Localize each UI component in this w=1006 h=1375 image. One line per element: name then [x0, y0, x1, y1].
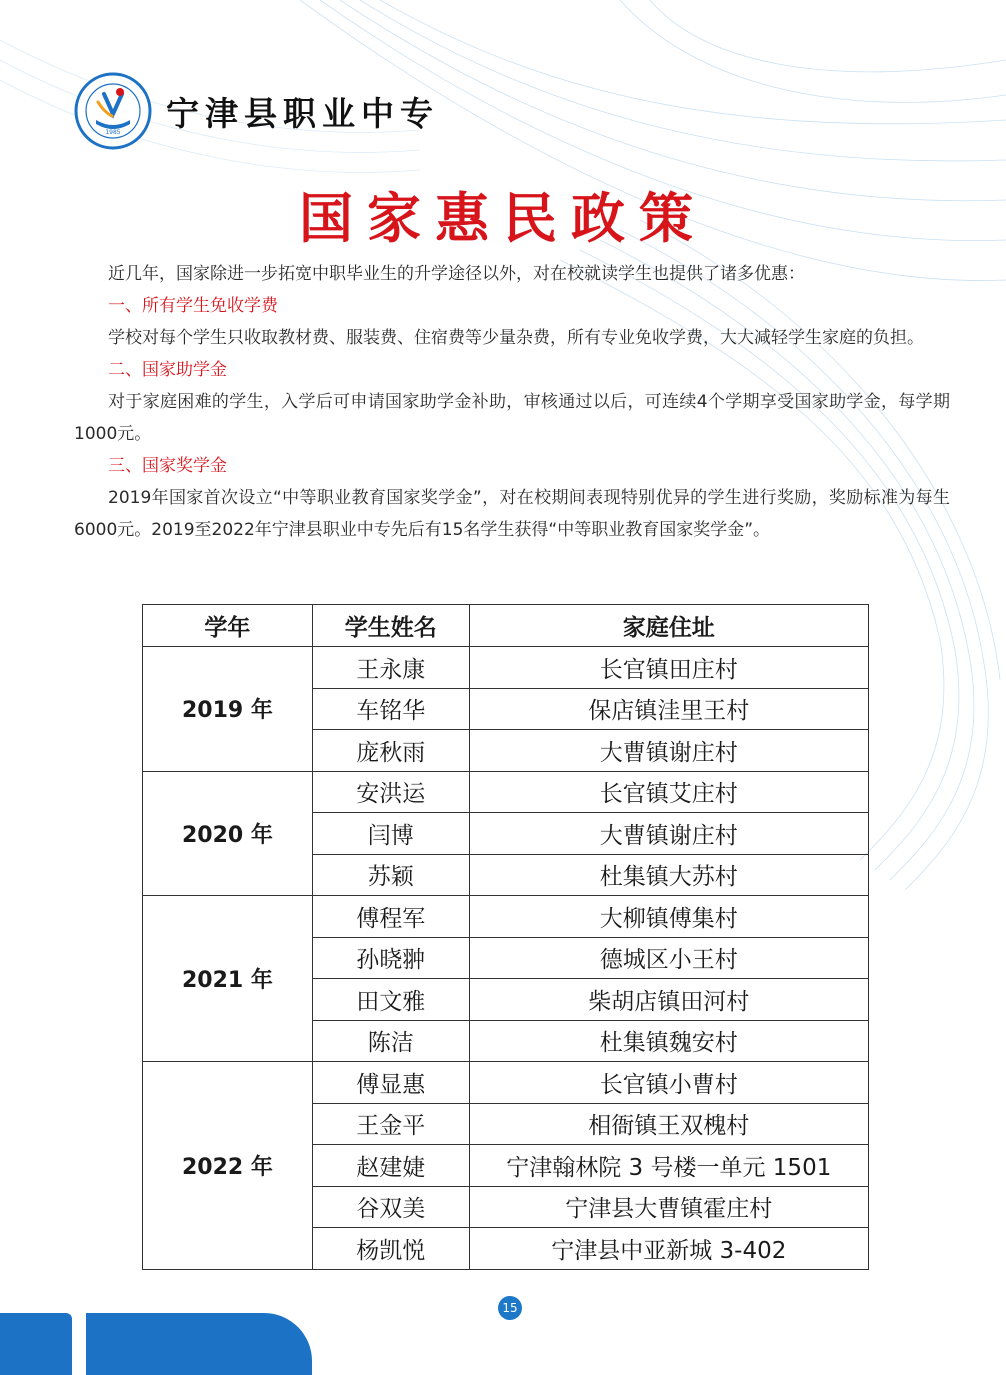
year-cell: 2019 年	[143, 647, 313, 772]
table-row	[143, 1062, 869, 1104]
intro-paragraph: 近几年，国家除进一步拓宽中职毕业生的升学途径以外，对在校就读学生也提供了诸多优惠：	[108, 264, 805, 284]
address-cell: 长官镇田庄村	[469, 647, 868, 689]
section-body: 对于家庭困难的学生，入学后可申请国家助学金补助，审核通过以后，可连续4个学期享受国家助学金，每学期1000元。	[74, 392, 950, 444]
section-body: 2019年国家首次设立“中等职业教育国家奖学金”，对在校期间表现特别优异的学生进行奖励，奖励标准为每生6000元。2019至2022年宁津县职业中专先后有15名学生获得“中等职业教育国家奖学金”。	[74, 488, 950, 540]
table-row	[143, 771, 869, 813]
year-cell: 2021 年	[143, 896, 313, 1062]
address-cell: 杜集镇魏安村	[469, 1020, 868, 1062]
address-cell: 相衙镇王双槐村	[469, 1103, 868, 1145]
address-cell: 大柳镇傅集村	[469, 896, 868, 938]
student-name-cell: 王金平	[312, 1103, 469, 1145]
student-name-cell: 傅显惠	[312, 1062, 469, 1104]
address-cell: 宁津翰林院 3 号楼一单元 1501	[469, 1145, 868, 1187]
address-cell: 柴胡店镇田河村	[469, 979, 868, 1021]
address-cell: 大曹镇谢庄村	[469, 813, 868, 855]
address-cell: 大曹镇谢庄村	[469, 730, 868, 772]
footer-decoration-bar	[0, 1313, 72, 1375]
student-name-cell: 苏颖	[312, 854, 469, 896]
scholarship-table	[142, 604, 869, 1270]
address-cell: 长官镇艾庄村	[469, 771, 868, 813]
section-heading: 一、所有学生免收学费	[108, 296, 278, 316]
header-year: 学年	[143, 605, 313, 647]
footer-decoration-tab	[86, 1313, 312, 1375]
student-name-cell: 庞秋雨	[312, 730, 469, 772]
address-cell: 宁津县大曹镇霍庄村	[469, 1186, 868, 1228]
student-name-cell: 田文雅	[312, 979, 469, 1021]
header-name: 学生姓名	[312, 605, 469, 647]
student-name-cell: 闫博	[312, 813, 469, 855]
table-row	[143, 896, 869, 938]
address-cell: 杜集镇大苏村	[469, 854, 868, 896]
logo-year: 1985	[105, 129, 121, 136]
address-cell: 保店镇洼里王村	[469, 688, 868, 730]
student-name-cell: 赵建婕	[312, 1145, 469, 1187]
table-header-row	[143, 605, 869, 647]
article-body	[74, 258, 950, 546]
address-cell: 宁津县中亚新城 3-402	[469, 1228, 868, 1270]
table-row	[143, 647, 869, 689]
school-logo	[74, 72, 152, 150]
address-cell: 长官镇小曹村	[469, 1062, 868, 1104]
section-body: 学校对每个学生只收取教材费、服装费、住宿费等少量杂费，所有专业免收学费，大大减轻学生家庭的负担。	[108, 328, 924, 348]
page-title: 国家惠民政策	[299, 186, 707, 250]
student-name-cell: 谷双美	[312, 1186, 469, 1228]
student-name-cell: 傅程军	[312, 896, 469, 938]
section-heading: 二、国家助学金	[108, 360, 227, 380]
student-name-cell: 安洪运	[312, 771, 469, 813]
student-name-cell: 杨凯悦	[312, 1228, 469, 1270]
header-address: 家庭住址	[469, 605, 868, 647]
school-header	[74, 72, 439, 150]
student-name-cell: 王永康	[312, 647, 469, 689]
year-cell: 2020 年	[143, 771, 313, 896]
section-heading: 三、国家奖学金	[108, 456, 227, 476]
student-name-cell: 孙晓翀	[312, 937, 469, 979]
address-cell: 德城区小王村	[469, 937, 868, 979]
page-number: 15	[498, 1296, 522, 1320]
school-name: 宁津县职业中专	[166, 93, 439, 133]
year-cell: 2022 年	[143, 1062, 313, 1270]
student-name-cell: 陈洁	[312, 1020, 469, 1062]
student-name-cell: 车铭华	[312, 688, 469, 730]
